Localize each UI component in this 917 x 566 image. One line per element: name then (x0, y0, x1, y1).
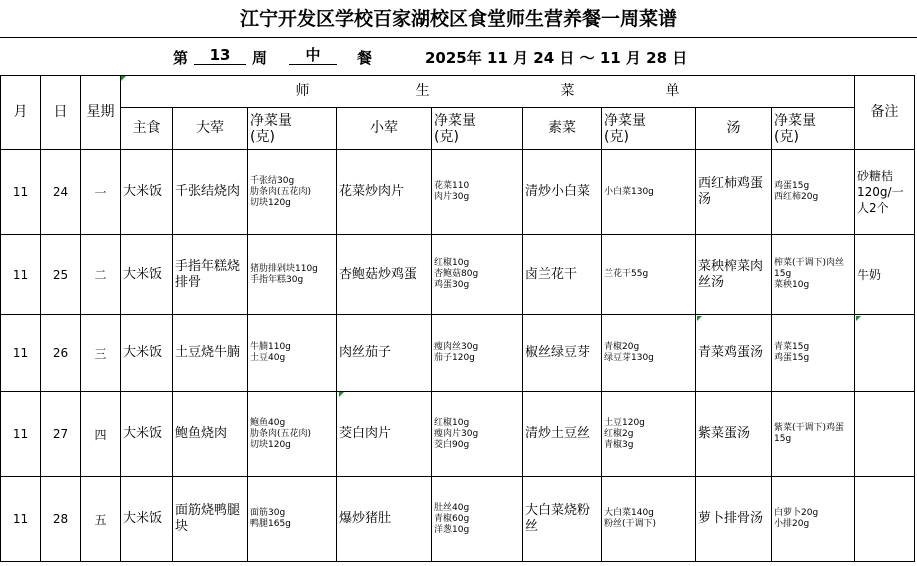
side-qty-cell: 瘦肉丝30g 茄子120g (432, 315, 523, 392)
table-row (1, 150, 915, 235)
staple-cell: 大米饭 (121, 150, 173, 235)
soup-qty-cell: 紫菜(干调下)鸡蛋15g (772, 392, 855, 477)
menu-title-2: 生 (415, 83, 430, 99)
menu-table (0, 75, 915, 562)
week-suffix: 周 (252, 49, 268, 67)
side-dish-cell: 茭白肉片 (337, 392, 432, 477)
remarks-cell (855, 392, 915, 477)
month-cell: 11 (1, 477, 41, 562)
veg-dish-cell: 椒丝绿豆芽 (523, 315, 602, 392)
week-subtitle (0, 46, 917, 70)
date-range: 2025年 11 月 24 日 ～ 11 月 28 日 (425, 49, 688, 67)
week-prefix: 第 (173, 49, 189, 67)
month-cell: 11 (1, 150, 41, 235)
month-cell: 11 (1, 235, 41, 315)
side-qty-cell: 红椒10g 瘦肉片30g 茭白90g (432, 392, 523, 477)
side-dish-cell: 肉丝茄子 (337, 315, 432, 392)
main-qty-cell: 面筋30g 鸭腿165g (248, 477, 337, 562)
side-qty-header: 净菜量 (克) (432, 108, 523, 150)
main-dish-cell: 面筋烧鸭腿块 (173, 477, 248, 562)
soup-qty-cell: 白萝卜20g 小排20g (772, 477, 855, 562)
main-meat-header: 大荤 (173, 108, 248, 150)
side-dish-cell: 杏鲍菇炒鸡蛋 (337, 235, 432, 315)
side-qty-cell: 花菜110 肉片30g (432, 150, 523, 235)
weekday-cell: 三 (81, 315, 121, 392)
soup-cell: 萝卜排骨汤 (696, 477, 772, 562)
weekday-cell: 四 (81, 392, 121, 477)
table-row (1, 477, 915, 562)
remarks-cell: 砂糖桔120g/一人2个 (855, 150, 915, 235)
side-dish-cell: 爆炒猪肚 (337, 477, 432, 562)
soup-qty-cell: 榨菜(干调下)肉丝15g 菜秧10g (772, 235, 855, 315)
comment-marker (856, 316, 861, 321)
main-dish-cell: 鲍鱼烧肉 (173, 392, 248, 477)
remarks-cell (855, 315, 915, 392)
day-header: 日 (41, 76, 81, 150)
veg-qty-cell: 小白菜130g (602, 150, 696, 235)
weekday-cell: 一 (81, 150, 121, 235)
veg-qty-cell: 兰花干55g (602, 235, 696, 315)
menu-title-3: 菜 (560, 83, 575, 99)
month-header: 月 (1, 76, 41, 150)
vegetable-header: 素菜 (523, 108, 602, 150)
menu-title-1: 师 (295, 83, 310, 99)
veg-dish-cell: 大白菜烧粉丝 (523, 477, 602, 562)
side-qty-cell: 肚丝40g 青椒60g 洋葱10g (432, 477, 523, 562)
soup-qty-cell: 鸡蛋15g 西红柿20g (772, 150, 855, 235)
soup-cell: 西红柿鸡蛋汤 (696, 150, 772, 235)
month-cell: 11 (1, 392, 41, 477)
menu-group-header (121, 76, 855, 108)
soup-cell: 紫菜蛋汤 (696, 392, 772, 477)
staple-cell: 大米饭 (121, 315, 173, 392)
weekday-header: 星期 (81, 76, 121, 150)
week-number: 13 (194, 46, 246, 65)
soup-cell: 菜秧榨菜肉丝汤 (696, 235, 772, 315)
veg-qty-cell: 青椒20g 绿豆芽130g (602, 315, 696, 392)
veg-dish-cell: 卤兰花干 (523, 235, 602, 315)
staple-cell: 大米饭 (121, 392, 173, 477)
main-dish-cell: 千张结烧肉 (173, 150, 248, 235)
meal-suffix: 餐 (357, 49, 373, 67)
main-qty-cell: 千张结30g 肋条肉(五花肉) 切块120g (248, 150, 337, 235)
staple-cell: 大米饭 (121, 235, 173, 315)
day-cell: 24 (41, 150, 81, 235)
month-cell: 11 (1, 315, 41, 392)
main-qty-cell: 鲍鱼40g 肋条肉(五花肉) 切块120g (248, 392, 337, 477)
meal-name: 中 (289, 46, 337, 65)
day-cell: 28 (41, 477, 81, 562)
veg-dish-cell: 清炒土豆丝 (523, 392, 602, 477)
side-dish-cell: 花菜炒肉片 (337, 150, 432, 235)
comment-marker (697, 316, 702, 321)
table-row (1, 392, 915, 477)
table-row (1, 235, 915, 315)
veg-qty-header: 净菜量 (克) (602, 108, 696, 150)
veg-qty-cell: 土豆120g 红椒2g 青椒3g (602, 392, 696, 477)
comment-marker (339, 392, 344, 397)
main-dish-cell: 土豆烧牛腩 (173, 315, 248, 392)
staple-header: 主食 (121, 108, 173, 150)
soup-header: 汤 (696, 108, 772, 150)
soup-cell: 青菜鸡蛋汤 (696, 315, 772, 392)
remarks-header: 备注 (855, 76, 915, 150)
day-cell: 25 (41, 235, 81, 315)
menu-title-4: 单 (665, 83, 680, 99)
table-row (1, 315, 915, 392)
day-cell: 27 (41, 392, 81, 477)
staple-cell: 大米饭 (121, 477, 173, 562)
main-qty-header: 净菜量 (克) (248, 108, 337, 150)
veg-dish-cell: 清炒小白菜 (523, 150, 602, 235)
weekday-cell: 五 (81, 477, 121, 562)
soup-qty-header: 净菜量 (克) (772, 108, 855, 150)
page-title: 江宁开发区学校百家湖校区食堂师生营养餐一周菜谱 (239, 8, 677, 30)
remarks-cell: 牛奶 (855, 235, 915, 315)
veg-qty-cell: 大白菜140g 粉丝(干调下) (602, 477, 696, 562)
weekday-cell: 二 (81, 235, 121, 315)
main-dish-cell: 手指年糕烧排骨 (173, 235, 248, 315)
main-qty-cell: 牛腩110g 土豆40g (248, 315, 337, 392)
day-cell: 26 (41, 315, 81, 392)
main-qty-cell: 猪肋排剁块110g 手指年糕30g (248, 235, 337, 315)
comment-marker (121, 76, 126, 81)
top-border (0, 37, 917, 38)
remarks-cell (855, 477, 915, 562)
side-qty-cell: 红椒10g 杏鲍菇80g 鸡蛋30g (432, 235, 523, 315)
soup-qty-cell: 青菜15g 鸡蛋15g (772, 315, 855, 392)
side-meat-header: 小荤 (337, 108, 432, 150)
